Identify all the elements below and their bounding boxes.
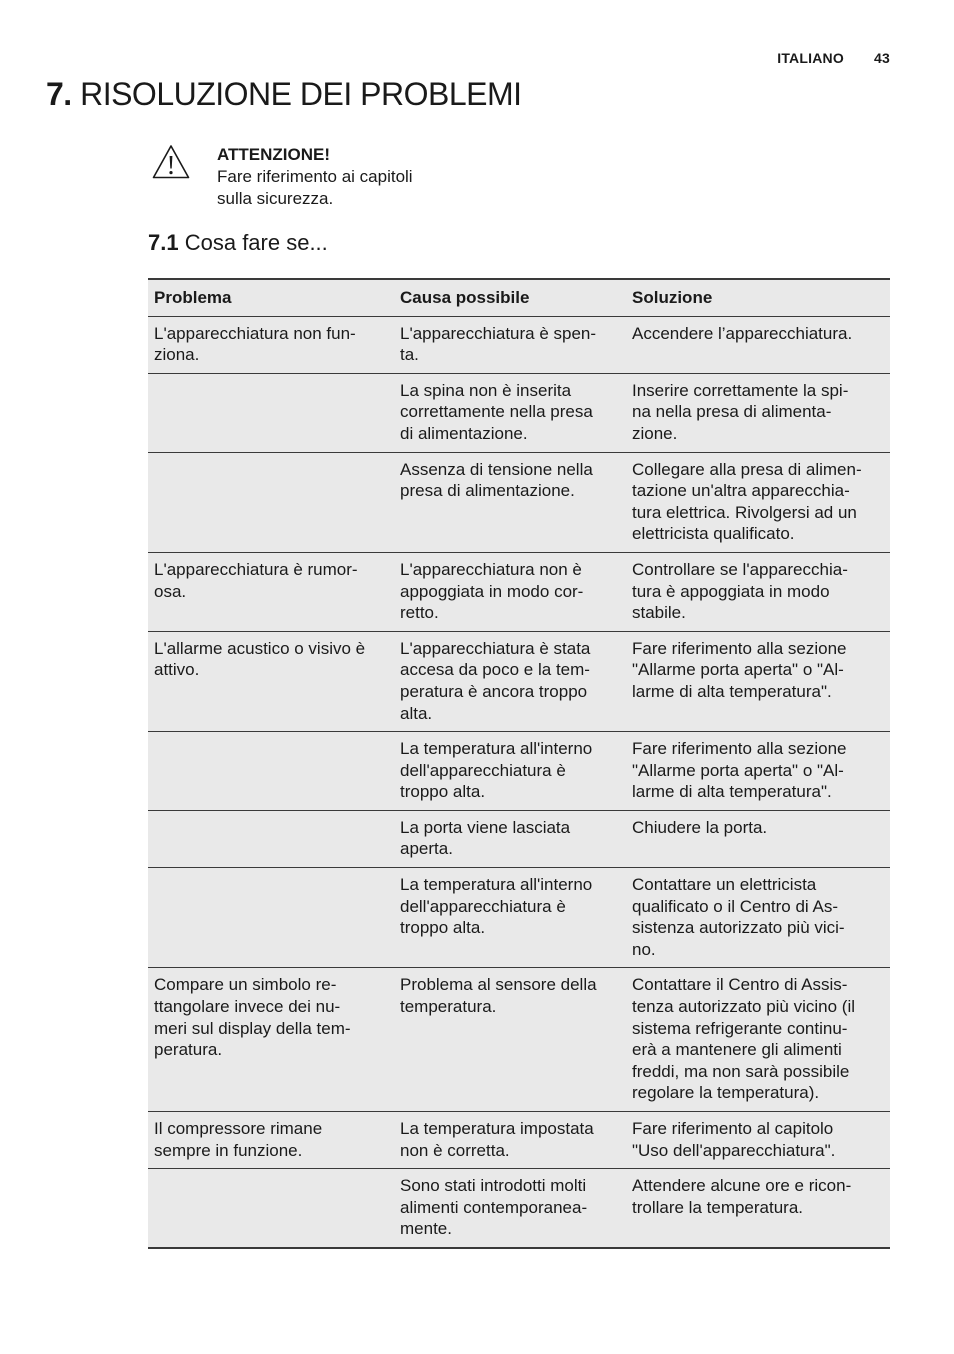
- cell-problem: [148, 810, 394, 867]
- cell-problem: L'apparecchiatura non fun- ziona.: [148, 316, 394, 373]
- cell-cause: Assenza di tensione nella presa di alimentazione.: [394, 452, 626, 552]
- cell-cause: La temperatura all'interno dell'apparecchiatura è troppo alta.: [394, 732, 626, 811]
- troubleshooting-table: [148, 278, 890, 1249]
- warning-text: [217, 144, 477, 210]
- cell-solution: Inserire correttamente la spi- na nella presa di alimenta- zione.: [626, 373, 890, 452]
- warning-triangle-icon: [152, 144, 190, 180]
- table-row: [148, 968, 890, 1112]
- table-row: [148, 631, 890, 731]
- table-row: [148, 552, 890, 631]
- cell-problem: Il compressore rimane sempre in funzione.: [148, 1112, 394, 1169]
- section-number: 7.1: [148, 230, 179, 255]
- table-row: [148, 868, 890, 968]
- cell-solution: Chiudere la porta.: [626, 810, 890, 867]
- cell-cause: La spina non è inserita correttamente nella presa di alimentazione.: [394, 373, 626, 452]
- table-row: [148, 373, 890, 452]
- table-row: [148, 452, 890, 552]
- cell-problem: [148, 1169, 394, 1248]
- chapter-number: 7.: [46, 76, 72, 112]
- warning-line-1: Fare riferimento ai capitoli: [217, 167, 413, 186]
- cell-problem: [148, 732, 394, 811]
- table-row: [148, 1112, 890, 1169]
- cell-problem: [148, 868, 394, 968]
- page-number: 43: [874, 50, 890, 66]
- table-row: [148, 810, 890, 867]
- cell-solution: Contattare un elettricista qualificato o il Centro di As- sistenza autorizzato più vici- no.: [626, 868, 890, 968]
- cell-problem: L'allarme acustico o visivo è attivo.: [148, 631, 394, 731]
- page-header: [777, 50, 890, 66]
- cell-cause: L'apparecchiatura è stata accesa da poco e la tem- peratura è ancora troppo alta.: [394, 631, 626, 731]
- table-header-row: [148, 279, 890, 316]
- cell-problem: [148, 373, 394, 452]
- table-row: [148, 732, 890, 811]
- cell-cause: L'apparecchiatura è spen- ta.: [394, 316, 626, 373]
- cell-solution: Accendere l’apparecchiatura.: [626, 316, 890, 373]
- table-row: [148, 316, 890, 373]
- table-row: [148, 1169, 890, 1248]
- chapter-title-text: RISOLUZIONE DEI PROBLEMI: [80, 76, 522, 112]
- language-label: ITALIANO: [777, 50, 844, 66]
- section-title: [148, 230, 328, 256]
- cell-cause: La temperatura impostata non è corretta.: [394, 1112, 626, 1169]
- cell-solution: Controllare se l'apparecchia- tura è appoggiata in modo stabile.: [626, 552, 890, 631]
- warning-title: ATTENZIONE!: [217, 145, 331, 164]
- cell-problem: Compare un simbolo re- ttangolare invece dei nu- meri sul display della tem- peratura.: [148, 968, 394, 1112]
- cell-solution: Collegare alla presa di alimen- tazione un'altra apparecchia- tura elettrica. Rivolgersi ad un elettricista qualificato.: [626, 452, 890, 552]
- cell-problem: [148, 452, 394, 552]
- cell-cause: La porta viene lasciata aperta.: [394, 810, 626, 867]
- cell-problem: L'apparecchiatura è rumor- osa.: [148, 552, 394, 631]
- cell-cause: Sono stati introdotti molti alimenti contemporanea- mente.: [394, 1169, 626, 1248]
- column-header-cause: Causa possibile: [394, 279, 626, 316]
- column-header-solution: Soluzione: [626, 279, 890, 316]
- cell-cause: La temperatura all'interno dell'apparecchiatura è troppo alta.: [394, 868, 626, 968]
- cell-solution: Fare riferimento alla sezione "Allarme porta aperta" o "Al- larme di alta temperatura".: [626, 631, 890, 731]
- cell-cause: L'apparecchiatura non è appoggiata in modo cor- retto.: [394, 552, 626, 631]
- cell-cause: Problema al sensore della temperatura.: [394, 968, 626, 1112]
- column-header-problem: Problema: [148, 279, 394, 316]
- warning-line-2: sulla sicurezza.: [217, 189, 334, 208]
- cell-solution: Fare riferimento alla sezione "Allarme porta aperta" o "Al- larme di alta temperatura".: [626, 732, 890, 811]
- cell-solution: Fare riferimento al capitolo "Uso dell'apparecchiatura".: [626, 1112, 890, 1169]
- section-title-text: Cosa fare se...: [184, 230, 328, 255]
- cell-solution: Attendere alcune ore e ricon- trollare la temperatura.: [626, 1169, 890, 1248]
- chapter-title: [46, 76, 522, 113]
- cell-solution: Contattare il Centro di Assis- tenza autorizzato più vicino (il sistema refrigerante continu- erà a mantenere gli alimenti freddi, ma non sarà possibile regolare la temperatura).: [626, 968, 890, 1112]
